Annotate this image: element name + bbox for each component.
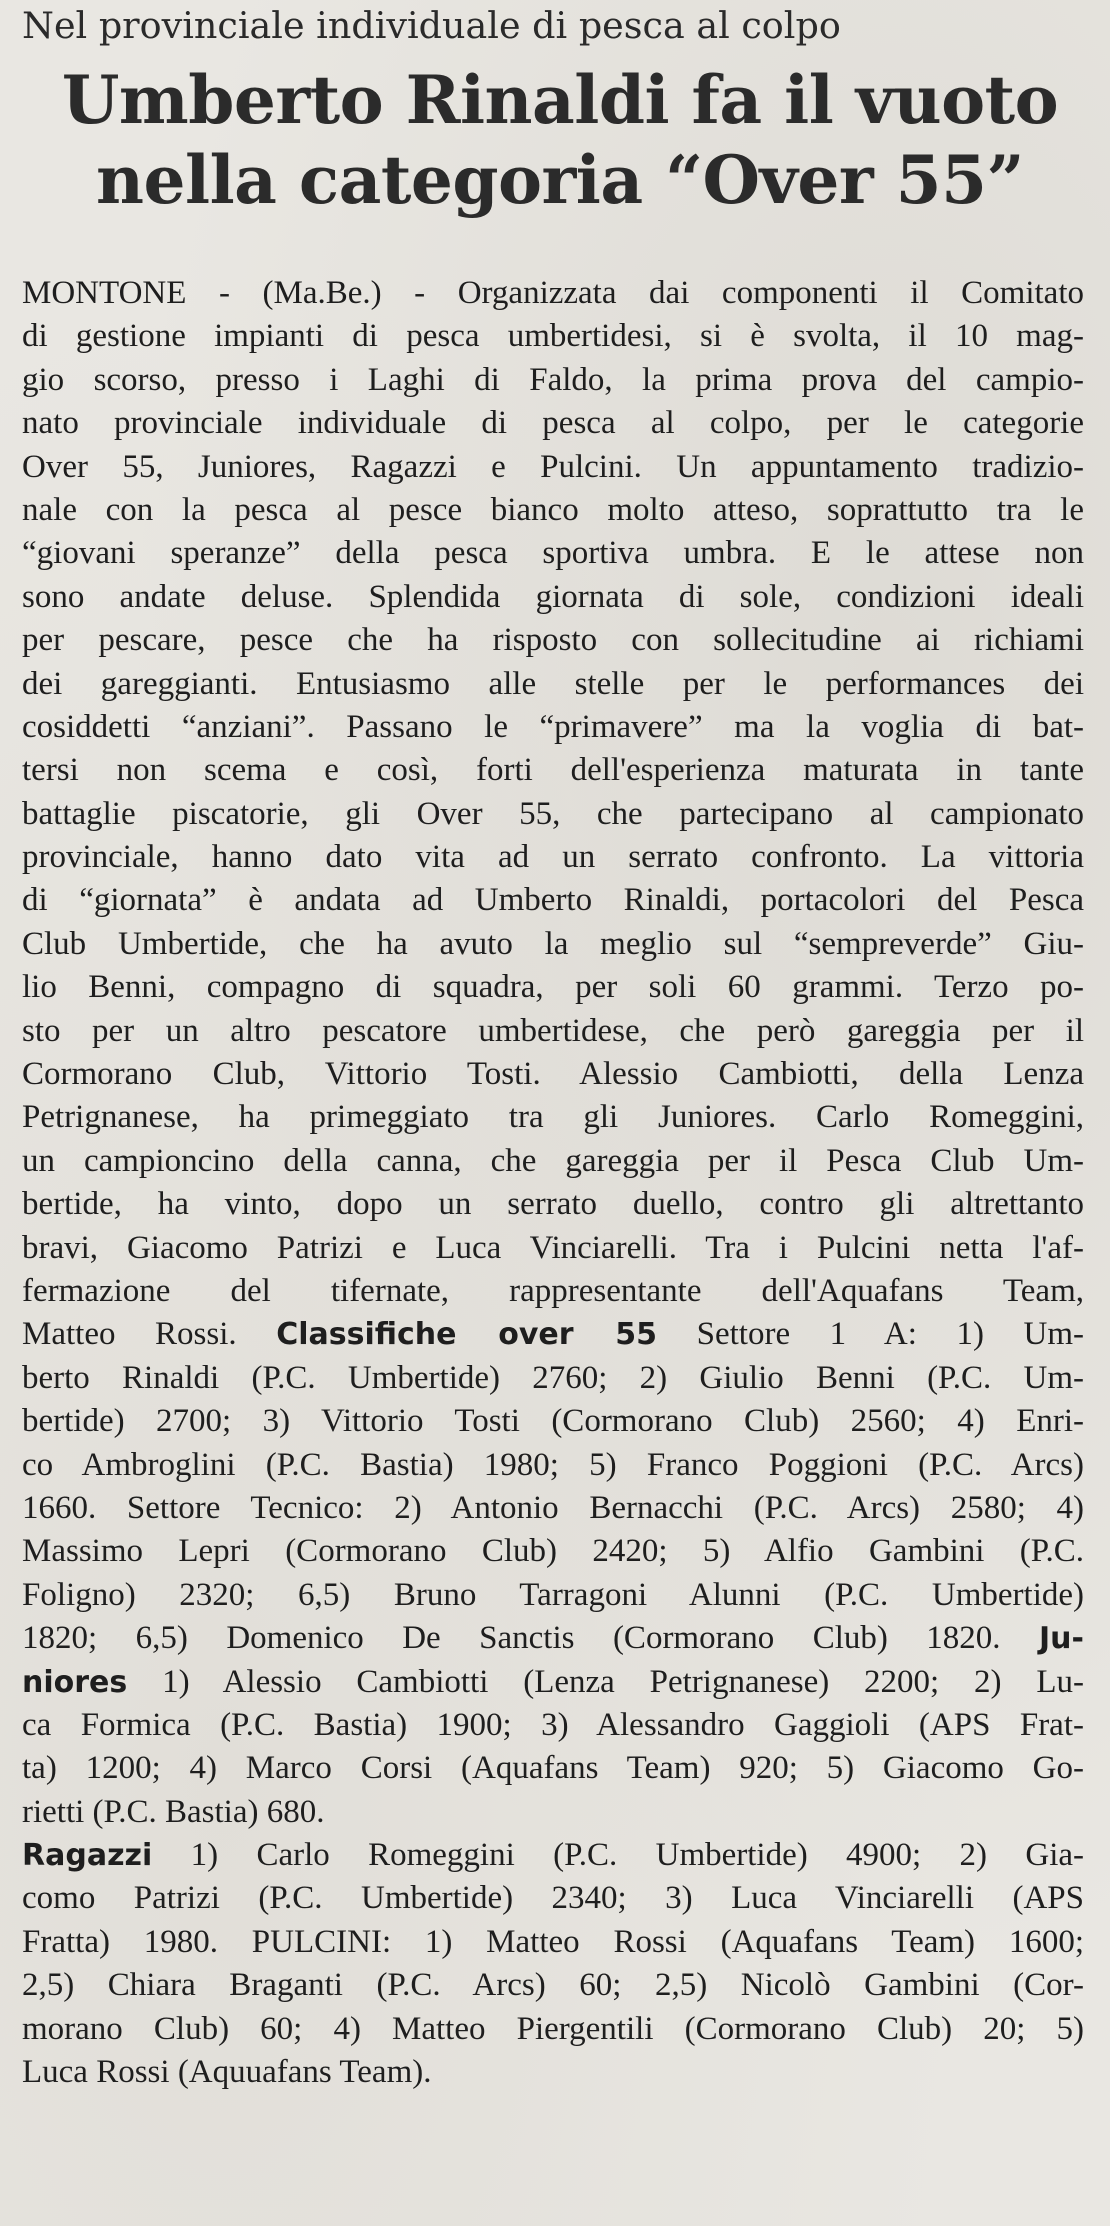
article-line: nale con la pesca al pesce bianco molto atteso, soprattutto tra le <box>22 491 1084 528</box>
article-line: provinciale, hanno dato vita ad un serrato confronto. La vittoria <box>22 839 1084 876</box>
ragazzi-heading-line <box>22 1834 1084 1877</box>
results-line: 1660. Settore Tecnico: 2) Antonio Bernacchi (P.C. Arcs) 2580; 4) <box>22 1489 1084 1526</box>
section-heading-over55: Classifiche over 55 <box>276 1317 658 1353</box>
article-line: dei gareggianti. Entusiasmo alle stelle per le performances dei <box>22 665 1084 702</box>
section-heading-juniores-a: Ju- <box>1039 1621 1084 1657</box>
article-line: di “giornata” è andata ad Umberto Rinaldi, portacolori del Pesca <box>22 882 1084 919</box>
ragazzi-line: como Patrizi (P.C. Umbertide) 2340; 3) Luca Vinciarelli (APS <box>22 1880 1084 1917</box>
article-line: gio scorso, presso i Laghi di Faldo, la prima prova del campio- <box>22 361 1084 398</box>
juniores-heading-line-b <box>22 1661 1084 1704</box>
ragazzi-line: morano Club) 60; 4) Matteo Piergentili (Cormorano Club) 20; 5) <box>22 2010 1084 2047</box>
article-line: Cormorano Club, Vittorio Tosti. Alessio Cambiotti, della Lenza <box>22 1056 1084 1093</box>
results-line: Foligno) 2320; 6,5) Bruno Tarragoni Alunni (P.C. Umbertide) <box>22 1576 1084 1613</box>
article-line: bertide, ha vinto, dopo un serrato duello, contro gli altrettanto <box>22 1186 1084 1223</box>
article-line: MONTONE - (Ma.Be.) - Organizzata dai componenti il Comitato <box>22 275 1084 311</box>
article-line: per pescare, pesce che ha risposto con sollecitudine ai richiami <box>22 622 1084 659</box>
results-line: Massimo Lepri (Cormorano Club) 2420; 5) Alfio Gambini (P.C. <box>22 1533 1084 1570</box>
article-line: sto per un altro pescatore umbertidese, che però gareggia per il <box>22 1012 1084 1049</box>
over55-pre-text: Matteo Rossi. <box>22 1316 237 1353</box>
headline-line-2: nella categoria “Over 55” <box>96 141 1024 219</box>
juniores-last-line: rietti (P.C. Bastia) 680. <box>22 1793 325 1830</box>
article-line: sono andate deluse. Splendida giornata di sole, condizioni ideali <box>22 578 1084 615</box>
over55-heading-line <box>22 1313 1084 1356</box>
article-line: di gestione impianti di pesca umbertidesi, si è svolta, il 10 mag- <box>22 318 1084 355</box>
ragazzi-post-text: 1) Carlo Romeggini (P.C. Umbertide) 4900; 2) Gia- <box>190 1837 1085 1874</box>
results-line: co Ambroglini (P.C. Bastia) 1980; 5) Franco Poggioni (P.C. Arcs) <box>22 1446 1084 1483</box>
ragazzi-line: 2,5) Chiara Braganti (P.C. Arcs) 60; 2,5) Nicolò Gambini (Cor- <box>22 1967 1084 2004</box>
article-body <box>22 272 1084 2094</box>
article-line: cosiddetti “anziani”. Passano le “primavere” ma la voglia di bat- <box>22 708 1084 745</box>
ragazzi-last-line: Luca Rossi (Aquuafans Team). <box>22 2054 432 2091</box>
juniores-line: ca Formica (P.C. Bastia) 1900; 3) Alessandro Gaggioli (APS Frat- <box>22 1706 1084 1743</box>
juniores-heading-line-a <box>22 1617 1084 1660</box>
kicker-subheadline: Nel provinciale individuale di pesca al colpo <box>22 4 841 47</box>
headline <box>30 60 1090 220</box>
over55-post-text: Settore 1 A: 1) Um- <box>696 1316 1084 1353</box>
article-line: nato provinciale individuale di pesca al colpo, per le categorie <box>22 405 1084 442</box>
section-heading-juniores-b: niores <box>22 1664 128 1700</box>
article-line: Petrignanese, ha primeggiato tra gli Juniores. Carlo Romeggini, <box>22 1099 1084 1136</box>
juniores-post-text: 1) Alessio Cambiotti (Lenza Petrignanese) 2200; 2) Lu- <box>162 1663 1084 1700</box>
juniores-line: ta) 1200; 4) Marco Corsi (Aquafans Team) 920; 5) Giacomo Go- <box>22 1750 1084 1787</box>
article-line: Club Umbertide, che ha avuto la meglio sul “sempreverde” Giu- <box>22 925 1084 962</box>
article-line: bravi, Giacomo Patrizi e Luca Vinciarelli. Tra i Pulcini netta l'af- <box>22 1229 1084 1266</box>
article-line: tersi non scema e così, forti dell'esperienza maturata in tante <box>22 752 1084 789</box>
section-heading-ragazzi: Ragazzi <box>22 1838 153 1874</box>
article-line: lio Benni, compagno di squadra, per soli 60 grammi. Terzo po- <box>22 969 1084 1006</box>
article-line: Over 55, Juniores, Ragazzi e Pulcini. Un appuntamento tradizio- <box>22 448 1084 485</box>
results-line: bertide) 2700; 3) Vittorio Tosti (Cormorano Club) 2560; 4) Enri- <box>22 1403 1084 1440</box>
headline-line-1: Umberto Rinaldi fa il vuoto <box>61 61 1059 139</box>
results-line: berto Rinaldi (P.C. Umbertide) 2760; 2) Giulio Benni (P.C. Um- <box>22 1359 1084 1396</box>
article-line: battaglie piscatorie, gli Over 55, che partecipano al campionato <box>22 795 1084 832</box>
juniores-pre-text: 1820; 6,5) Domenico De Sanctis (Cormorano Club) 1820. <box>22 1620 1001 1657</box>
article-line: “giovani speranze” della pesca sportiva umbra. E le attese non <box>22 535 1084 572</box>
article-line: un campioncino della canna, che gareggia per il Pesca Club Um- <box>22 1142 1084 1179</box>
ragazzi-line: Fratta) 1980. PULCINI: 1) Matteo Rossi (Aquafans Team) 1600; <box>22 1923 1084 1960</box>
article-line: fermazione del tifernate, rappresentante dell'Aquafans Team, <box>22 1272 1084 1309</box>
